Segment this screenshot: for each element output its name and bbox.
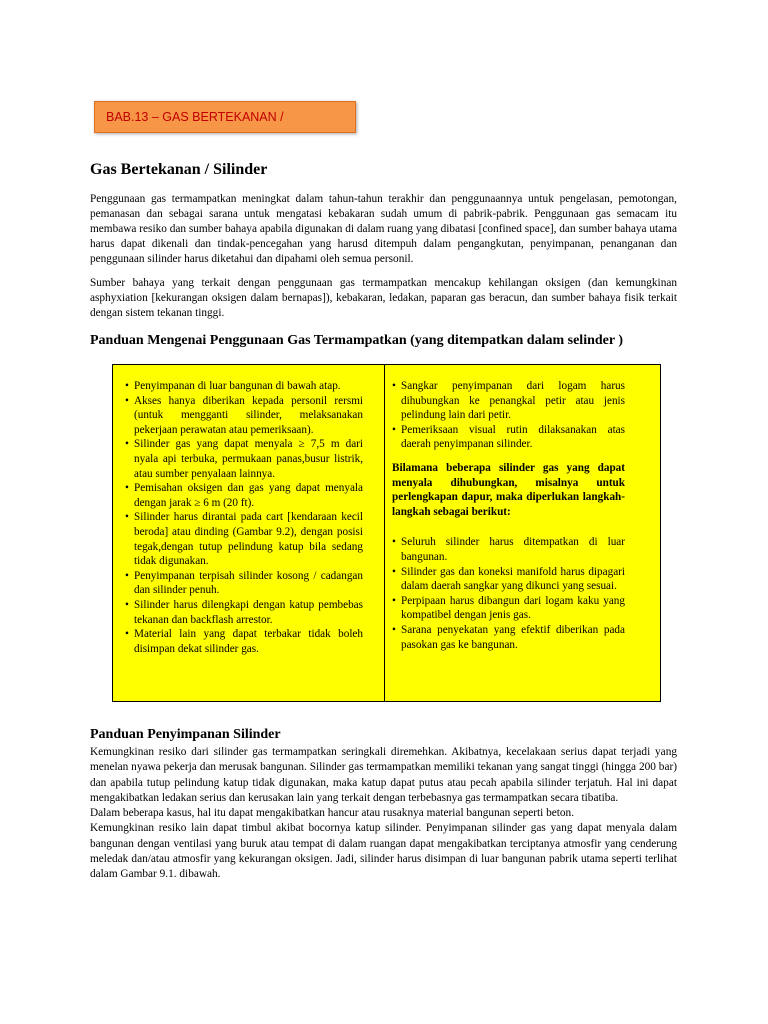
- left-bullet-item: • Silinder harus dirantai pada cart [kendaraan kecil beroda] atau dinding (Gambar 9.2), dengan posisi tegak,dengan tutup pelindung katup bila sedang tidak digunakan.: [125, 510, 363, 568]
- intro-paragraph-1: Penggunaan gas termampatkan meningkat dalam tahun-tahun terakhir dan penggunaannya untuk pengelasan, pemotongan, pemanasan dan sebagai sarana untuk mengatasi kebakaran sudah umum di pabrik-pabrik. Penggunaan gas semacam itu membawa resiko dan sumber bahaya apabila digunakan di dalam ruang yang dibatasi [confined space], dan sumber bahaya utama harus dapat dikenali dan tindak-pencegahan yang harusd ditempuh dalam pengangkutan, penyimpanan, penanganan dan penggunaan silinder harus diketahui dan dipahami oleh semua personil.: [90, 193, 677, 265]
- left-bullet-item: • Penyimpanan terpisah silinder kosong / cadangan dan silinder penuh.: [125, 569, 363, 598]
- guidance-right-column: [392, 379, 625, 652]
- right-bullet-item: • Sangkar penyimpanan dari logam harus dihubungkan ke penangkal petir atau jenis pelindung lain dari petir.: [392, 379, 625, 423]
- box-column-divider: [384, 365, 385, 701]
- left-bullet-item: • Silinder gas yang dapat menyala ≥ 7,5 m dari nyala api terbuka, permukaan panas,busur listrik, atau sumber penyalaan lainnya.: [125, 437, 363, 481]
- storage-paragraph-3: Kemungkinan resiko lain dapat timbul akibat bocornya katup silinder. Penyimpanan silinder gas yang dapat menyala dalam bangunan dengan ventilasi yang buruk atau tempat di dalam ruangan dapat mengakibatkan terciptanya atmosfir yang cenderung meledak dan/atau atmosfir yang kekurangan oksigen. Jadi, silinder harus disimpan di luar bangunan pabrik utama seperti terlihat dalam Gambar 9.1. dibawah.: [90, 822, 677, 881]
- right-bullet-item: • Silinder gas dan koneksi manifold harus dipagari dalam daerah sangkar yang dikunci yang sesuai.: [392, 565, 625, 594]
- guidance-box: [112, 364, 661, 702]
- right-bullet-item: • Pemeriksaan visual rutin dilaksanakan atas daerah penyimpanan silinder.: [392, 423, 625, 452]
- right-bullet-list-top: [392, 379, 625, 452]
- intro-paragraph-2: Sumber bahaya yang terkait dengan penggunaan gas termampatkan mencakup kehilangan oksigen (dan kemungkinan asphyxiation [kekurangan oksigen dalam bernapas]), kebakaran, ledakan, paparan gas beracun, dan sumber bahaya fisik terkait dengan sistem tekanan tinggi.: [90, 277, 677, 319]
- left-bullet-list: [125, 379, 363, 656]
- right-bullet-list-bottom: [392, 535, 625, 652]
- left-bullet-item: • Penyimpanan di luar bangunan di bawah atap.: [125, 379, 363, 394]
- left-bullet-item: • Material lain yang dapat terbakar tidak boleh disimpan dekat silinder gas.: [125, 627, 363, 656]
- guide-heading: Panduan Mengenai Penggunaan Gas Termampatkan (yang ditempatkan dalam selinder ): [90, 333, 623, 348]
- storage-heading: Panduan Penyimpanan Silinder: [90, 727, 281, 742]
- left-bullet-item: • Pemisahan oksigen dan gas yang dapat menyala dengan jarak ≥ 6 m (20 ft).: [125, 481, 363, 510]
- storage-paragraph-2: Dalam beberapa kasus, hal itu dapat mengakibatkan hancur atau rusaknya material bangunan seperti beton.: [90, 807, 575, 820]
- right-bullet-item: • Sarana penyekatan yang efektif diberikan pada pasokan gas ke bangunan.: [392, 623, 625, 652]
- chapter-tag-label: BAB.13 – GAS BERTEKANAN /: [106, 110, 284, 124]
- right-bullet-item: • Seluruh silinder harus ditempatkan di luar bangunan.: [392, 535, 625, 564]
- page-title: Gas Bertekanan / Silinder: [90, 161, 268, 178]
- right-bullet-item: • Perpipaan harus dibangun dari logam kaku yang kompatibel dengan jenis gas.: [392, 594, 625, 623]
- multi-cylinder-note: Bilamana beberapa silinder gas yang dapat menyala dihubungkan, misalnya untuk perlengkapan dapur, maka diperlukan langkah-langkah sebagai berikut:: [392, 461, 625, 518]
- left-bullet-item: • Akses hanya diberikan kepada personil rersmi (untuk mengganti silinder, melaksanakan pekerjaan perawatan atau pemeriksaan).: [125, 394, 363, 438]
- left-bullet-item: • Silinder harus dilengkapi dengan katup pembebas tekanan dan backflash arrestor.: [125, 598, 363, 627]
- storage-paragraph-1: Kemungkinan resiko dari silinder gas termampatkan seringkali diremehkan. Akibatnya, kecelakaan serius dapat terjadi yang menelan nyawa pekerja dan merusak bangunan. Silinder gas termampatkan memiliki tekanan yang sangat tinggi (hingga 200 bar) dan apabila tutup pelindung katup tidak digunakan, maka katup dapat putus atau pecah apabila silinder terjatuh. Hal ini dapat mengakibatkan ledakan serius dan kerusakan lain yang terkait dengan terbebasnya gas termampatkan secara tibatiba.: [90, 746, 677, 804]
- storage-section: [90, 745, 677, 883]
- chapter-tag: [94, 101, 356, 133]
- guidance-left-column: [125, 379, 363, 656]
